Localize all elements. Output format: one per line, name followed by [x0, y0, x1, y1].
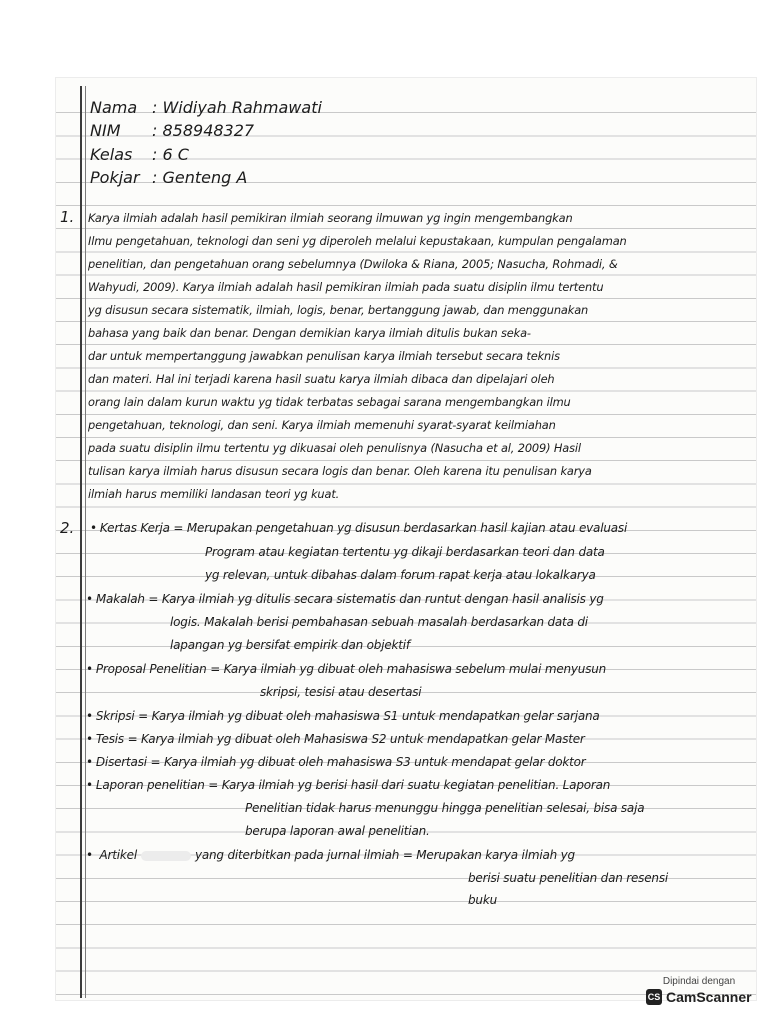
- makalah-line: logis. Makalah berisi pembahasan sebuah masalah berdasarkan data di: [170, 615, 588, 629]
- artikel-line: yang diterbitkan pada jurnal ilmiah = Merupakan karya ilmiah yg: [194, 848, 575, 862]
- smudge: [141, 851, 191, 861]
- kertas-kerja-line: Program atau kegiatan tertentu yg dikaji berdasarkan teori dan data: [205, 545, 605, 559]
- proposal-item: • Proposal Penelitian = Karya ilmiah yg dibuat oleh mahasiswa sebelum mulai menyusun: [86, 662, 606, 676]
- camscanner-stamp: [646, 976, 752, 1012]
- nama-label: Nama: [90, 98, 138, 117]
- answer-1-line: pengetahuan, teknologi, dan seni. Karya ilmiah memenuhi syarat-syarat keilmiahan: [88, 418, 556, 432]
- camscanner-icon: CS: [646, 989, 662, 1005]
- artikel-label: Artikel: [99, 848, 137, 862]
- answer-1-line: Wahyudi, 2009). Karya ilmiah adalah hasil pemikiran ilmiah pada suatu disiplin ilmu tertentu: [88, 280, 604, 294]
- laporan-line: berupa laporan awal penelitian.: [245, 824, 430, 838]
- kelas-row: [90, 145, 189, 164]
- makalah-line: lapangan yg bersifat empirik dan objektif: [170, 638, 410, 652]
- camscanner-brand: CamScanner: [666, 989, 752, 1005]
- disertasi-item: • Disertasi = Karya ilmiah yg dibuat oleh mahasiswa S3 untuk mendapat gelar doktor: [86, 755, 586, 769]
- answer-1-number: 1.: [60, 208, 75, 226]
- margin-line: [80, 86, 82, 998]
- answer-1-line: orang lain dalam kurun waktu yg tidak terbatas sebagai sarana mengembangkan ilmu: [88, 395, 571, 409]
- answer-1-line: yg disusun secara sistematik, ilmiah, logis, benar, bertanggung jawab, dan menggunakan: [88, 303, 589, 317]
- answer-1-line: dar untuk mempertanggung jawabkan penulisan karya ilmiah tersebut secara teknis: [88, 349, 560, 363]
- answer-2-number: 2.: [60, 519, 75, 537]
- nim-row: [90, 121, 254, 140]
- answer-1-line: bahasa yang baik dan benar. Dengan demikian karya ilmiah ditulis bukan seka-: [88, 326, 531, 340]
- stamp-caption: Dipindai dengan: [662, 976, 736, 987]
- nim-value: : 858948327: [152, 121, 255, 140]
- answer-1-line: tulisan karya ilmiah harus disusun secara logis dan benar. Oleh karena itu penulisan karya: [88, 464, 592, 478]
- nim-label: NIM: [90, 121, 121, 140]
- makalah-item: • Makalah = Karya ilmiah yg ditulis secara sistematis dan runtut dengan hasil analisis yg: [86, 592, 604, 606]
- tesis-item: • Tesis = Karya ilmiah yg dibuat oleh Mahasiswa S2 untuk mendapatkan gelar Master: [86, 732, 585, 746]
- answer-1-line: pada suatu disiplin ilmu tertentu yg dikuasai oleh penulisnya (Nasucha et al, 2009) Hasil: [88, 441, 581, 455]
- kertas-kerja-item: • Kertas Kerja = Merupakan pengetahuan yg disusun berdasarkan hasil kajian atau evaluasi: [90, 521, 627, 535]
- answer-1-line: penelitian, dan pengetahuan orang sebelumnya (Dwiloka & Riana, 2005; Nasucha, Rohmadi, &: [88, 257, 618, 271]
- kertas-kerja-line: yg relevan, untuk dibahas dalam forum rapat kerja atau lokalkarya: [205, 568, 596, 582]
- nama-row: [90, 98, 322, 117]
- answer-1-line: Ilmu pengetahuan, teknologi dan seni yg diperoleh melalui kepustakaan, kumpulan pengalaman: [88, 234, 627, 248]
- artikel-line: berisi suatu penelitian dan resensi: [468, 871, 669, 885]
- skripsi-item: • Skripsi = Karya ilmiah yg dibuat oleh mahasiswa S1 untuk mendapatkan gelar sarjana: [86, 709, 600, 723]
- artikel-item: [86, 848, 575, 862]
- answer-1-line: dan materi. Hal ini terjadi karena hasil suatu karya ilmiah dibaca dan dipelajari oleh: [88, 372, 555, 386]
- laporan-item: • Laporan penelitian = Karya ilmiah yg berisi hasil dari suatu kegiatan penelitian. Laporan: [86, 778, 610, 792]
- pokjar-row: [90, 168, 247, 187]
- artikel-line: buku: [468, 893, 497, 907]
- pokjar-label: Pokjar: [90, 168, 140, 187]
- proposal-line: skripsi, tesisi atau desertasi: [260, 685, 422, 699]
- kelas-label: Kelas: [90, 145, 133, 164]
- nama-value: : Widiyah Rahmawati: [152, 98, 322, 117]
- pokjar-value: : Genteng A: [152, 168, 248, 187]
- answer-1-line: ilmiah harus memiliki landasan teori yg kuat.: [88, 487, 340, 501]
- laporan-line: Penelitian tidak harus menunggu hingga penelitian selesai, bisa saja: [245, 801, 645, 815]
- answer-1-line: Karya ilmiah adalah hasil pemikiran ilmiah seorang ilmuwan yg ingin mengembangkan: [88, 211, 573, 225]
- kelas-value: : 6 C: [152, 145, 189, 164]
